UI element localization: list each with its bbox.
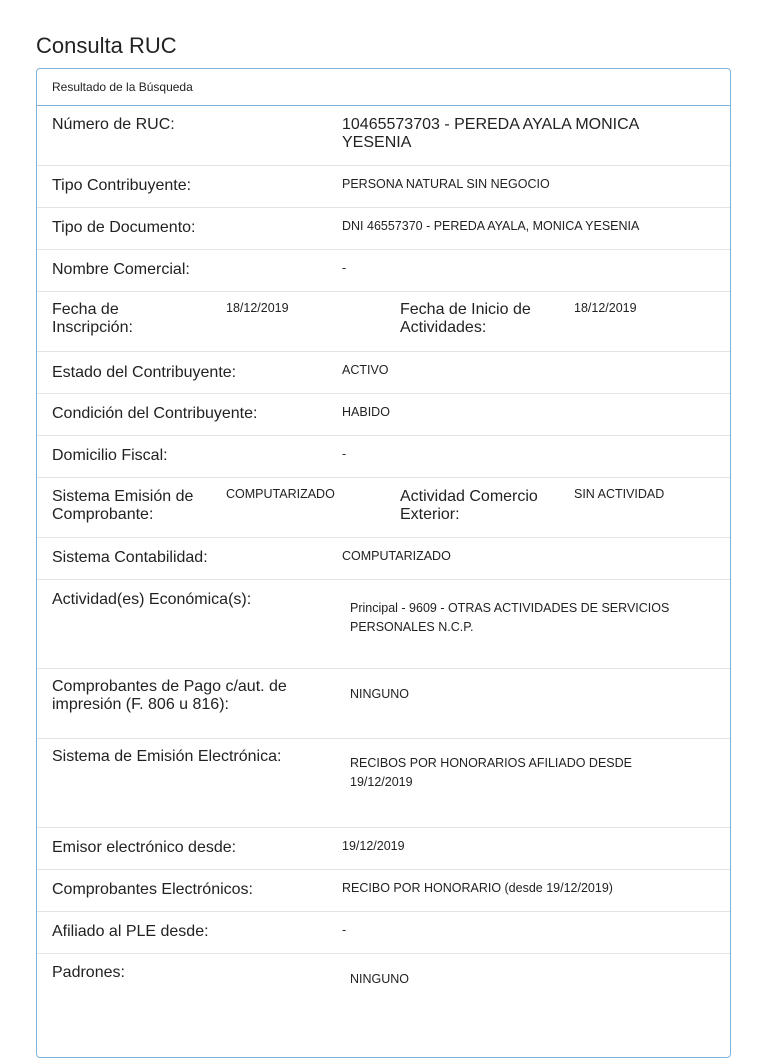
actividad-comercio-label: Actividad Comercio Exterior: xyxy=(400,488,538,523)
row-domicilio xyxy=(37,436,730,478)
row-ruc xyxy=(37,106,730,166)
actividades-economicas-value: Principal - 9609 - OTRAS ACTIVIDADES DE SERVICIOS PERSONALES N.C.P. xyxy=(350,601,670,634)
fecha-inscripcion-label: Fecha de Inscripción: xyxy=(52,301,133,336)
actividades-economicas-label: Actividad(es) Económica(s): xyxy=(52,591,252,608)
comprobantes-pago-label: Comprobantes de Pago c/aut. de impresión (F. 806 u 816): xyxy=(52,678,287,713)
row-tipo-contribuyente xyxy=(37,166,730,208)
sistema-emision-value: COMPUTARIZADO xyxy=(226,487,335,501)
actividad-comercio-value: SIN ACTIVIDAD xyxy=(574,487,665,501)
row-padrones xyxy=(37,954,730,1054)
row-sistema-emision-electronica xyxy=(37,739,730,828)
row-estado xyxy=(37,352,730,394)
row-emisor-electronico xyxy=(37,828,730,870)
condicion-label: Condición del Contribuyente: xyxy=(52,405,258,422)
sistema-contabilidad-value: COMPUTARIZADO xyxy=(342,549,451,563)
estado-value: ACTIVO xyxy=(342,363,389,377)
condicion-value: HABIDO xyxy=(342,405,390,419)
comprobantes-electronicos-value: RECIBO POR HONORARIO (desde 19/12/2019) xyxy=(342,881,613,895)
tipo-contribuyente-value: PERSONA NATURAL SIN NEGOCIO xyxy=(342,177,550,191)
page-title: Consulta RUC xyxy=(36,33,177,58)
sistema-emision-label: Sistema Emisión de Comprobante: xyxy=(52,488,194,523)
tipo-documento-label: Tipo de Documento: xyxy=(52,219,196,236)
row-afiliado-ple xyxy=(37,912,730,954)
afiliado-ple-label: Afiliado al PLE desde: xyxy=(52,923,209,940)
fecha-inicio-label: Fecha de Inicio de Actividades: xyxy=(400,301,531,336)
comprobantes-pago-value: NINGUNO xyxy=(350,687,410,701)
ruc-label: Número de RUC: xyxy=(52,116,175,133)
row-sistema-contabilidad xyxy=(37,538,730,580)
ruc-value: 10465573703 - PEREDA AYALA MONICA YESENIA xyxy=(342,116,639,151)
row-sistema-emision xyxy=(37,478,730,538)
nombre-comercial-value: - xyxy=(342,261,347,275)
estado-label: Estado del Contribuyente: xyxy=(52,364,237,381)
comprobantes-electronicos-label: Comprobantes Electrónicos: xyxy=(52,881,253,898)
tipo-contribuyente-label: Tipo Contribuyente: xyxy=(52,177,192,194)
padrones-label: Padrones: xyxy=(52,964,125,981)
nombre-comercial-label: Nombre Comercial: xyxy=(52,261,190,278)
domicilio-label: Domicilio Fiscal: xyxy=(52,447,168,464)
padrones-value: NINGUNO xyxy=(350,972,410,986)
row-fechas xyxy=(37,292,730,352)
fecha-inscripcion-value: 18/12/2019 xyxy=(226,301,289,315)
afiliado-ple-value: - xyxy=(342,923,347,937)
row-tipo-documento xyxy=(37,208,730,250)
domicilio-value: - xyxy=(342,447,347,461)
emisor-electronico-label: Emisor electrónico desde: xyxy=(52,839,237,856)
row-nombre-comercial xyxy=(37,250,730,292)
result-panel xyxy=(36,68,731,1058)
row-comprobantes-electronicos xyxy=(37,870,730,912)
row-condicion xyxy=(37,394,730,436)
sistema-emision-electronica-value: RECIBOS POR HONORARIOS AFILIADO DESDE 19/12/2019 xyxy=(350,756,633,789)
row-comprobantes-pago xyxy=(37,669,730,739)
emisor-electronico-value: 19/12/2019 xyxy=(342,839,405,853)
tipo-documento-value: DNI 46557370 - PEREDA AYALA, MONICA YESENIA xyxy=(342,219,640,233)
sistema-emision-electronica-label: Sistema de Emisión Electrónica: xyxy=(52,748,282,765)
panel-heading: Resultado de la Búsqueda xyxy=(37,69,730,106)
sistema-contabilidad-label: Sistema Contabilidad: xyxy=(52,549,208,566)
fecha-inicio-value: 18/12/2019 xyxy=(574,301,637,315)
row-actividades-economicas xyxy=(37,580,730,669)
